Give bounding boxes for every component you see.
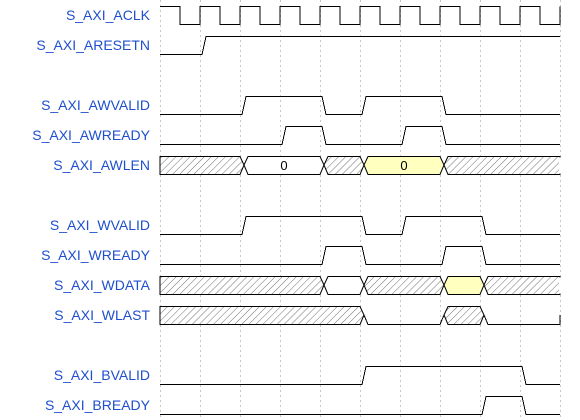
signal-name: S_AXI_BREADY <box>44 397 150 413</box>
signal-name: S_AXI_WDATA <box>54 277 150 293</box>
undefined-segment <box>484 277 560 295</box>
undefined-segment <box>324 157 364 175</box>
signal-row-s-axi-bvalid <box>54 367 560 385</box>
clock-gridlines <box>161 0 561 420</box>
signal-row-s-axi-aclk <box>66 7 560 25</box>
signal-name: S_AXI_ARESETN <box>36 37 150 53</box>
signal-name: S_AXI_WREADY <box>41 247 150 263</box>
undefined-segment <box>160 157 244 175</box>
signal-row-s-axi-wready <box>41 247 560 265</box>
value-segment <box>444 277 484 295</box>
signal-row-s-axi-wdata <box>54 277 560 295</box>
signal-name: S_AXI_AWLEN <box>53 157 150 173</box>
undefined-segment <box>160 307 364 325</box>
signal-name: S_AXI_AWREADY <box>32 127 150 143</box>
signal-name: S_AXI_AWVALID <box>41 97 150 113</box>
signal-name: S_AXI_ACLK <box>65 7 150 23</box>
low-segment <box>484 315 560 325</box>
signal-row-s-axi-awvalid <box>41 97 560 115</box>
signal-row-s-axi-wlast <box>54 307 560 325</box>
signal-row-s-axi-aresetn <box>36 37 560 55</box>
signal-name: S_AXI_WLAST <box>54 307 150 323</box>
undefined-segment <box>160 277 324 295</box>
undefined-segment <box>444 307 484 325</box>
signal-name: S_AXI_BVALID <box>53 367 150 383</box>
clock-waveform <box>160 7 560 25</box>
undefined-segment <box>444 157 560 175</box>
signal-row-s-axi-wvalid <box>50 217 560 235</box>
bus-value-label: 0 <box>400 158 408 173</box>
value-segment <box>324 277 364 295</box>
signal-row-s-axi-bready <box>45 397 560 415</box>
bus-value-label: 0 <box>280 158 288 173</box>
undefined-segment <box>364 277 444 295</box>
signal-row-s-axi-awlen <box>53 157 560 175</box>
low-segment <box>364 315 444 325</box>
signal-name: S_AXI_WVALID <box>49 217 150 233</box>
